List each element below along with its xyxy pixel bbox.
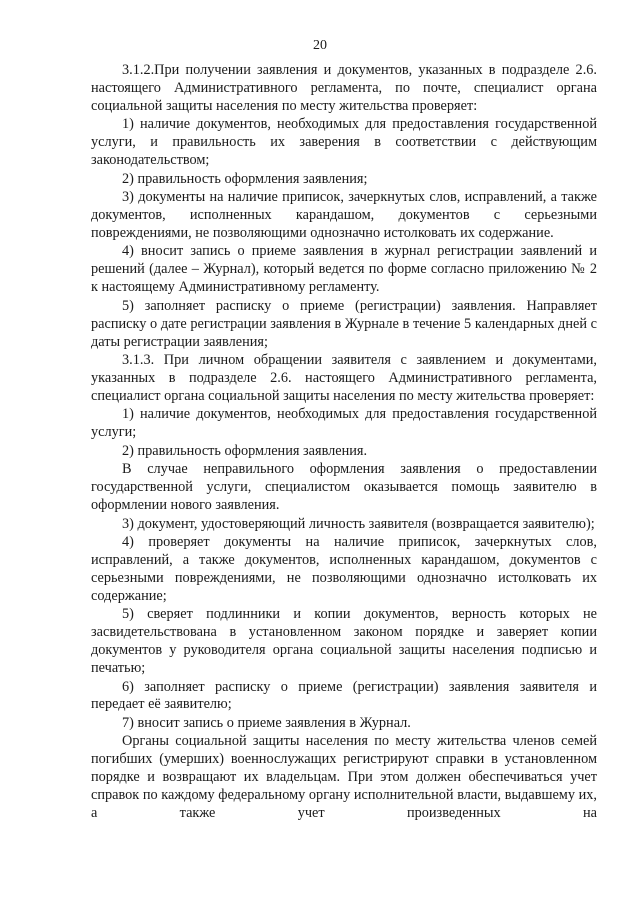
paragraph-incorrect-form: В случае неправильного оформления заявления о предоставлении государственной услуги, специалистом оказывается помощь заявителю в оформлении нового заявления. bbox=[91, 461, 597, 514]
paragraph-personal-item-5: 5) сверяет подлинники и копии документов, верность которых не засвидетельствована в установленном законом порядке и заверяет копии документов у руководителя органа социальной защиты населения подписью и печатью; bbox=[91, 606, 597, 677]
paragraph-item-3-check: 3) документы на наличие приписок, зачеркнутых слов, исправлений, а также документов, исполненных карандашом, документов с серьезными повреждениями, не позволяющими однозначно истолковать их содержание. bbox=[91, 189, 597, 241]
paragraph-personal-item-6: 6) заполняет расписку о приеме (регистрации) заявления заявителя и передает её заявителю; bbox=[91, 678, 597, 713]
paragraph-personal-item-4: 4) проверяет документы на наличие приписок, зачеркнутых слов, исправлений, а также документов, исполненных карандашом, документов с серьезными повреждениями, не позволяющими однозначно истолковать их содержание; bbox=[91, 534, 597, 604]
page-number: 20 bbox=[313, 38, 327, 53]
paragraph-3-1-3: 3.1.3. При личном обращении заявителя с заявлением и документами, указанных в подразделе 2.6. настоящего Административного регламента, специалист органа социальной защиты населения по месту жительства проверяет: bbox=[91, 352, 597, 404]
paragraph-social-protection-bodies: Органы социальной защиты населения по месту жительства членов семей погибших (умерших) военнослужащих регистрируют справки в установленном порядке и возвращают их владельцам. При этом должен обеспечиваться учет справок по каждому федеральному органу исполнительной власти, выдавшему их, а также учет произведенных на bbox=[91, 733, 597, 822]
paragraph-item-1-documents: 1) наличие документов, необходимых для предоставления государственной услуги, и правильность их заверения в соответствии с действующим законодательством; bbox=[91, 116, 597, 169]
document-body bbox=[91, 62, 597, 824]
paragraph-personal-item-2: 2) правильность оформления заявления. bbox=[122, 442, 368, 459]
paragraph-personal-item-1: 1) наличие документов, необходимых для предоставления государственной услуги; bbox=[91, 406, 597, 441]
paragraph-personal-item-3: 3) документ, удостоверяющий личность заявителя (возвращается заявителю); bbox=[122, 515, 595, 532]
paragraph-item-2-form: 2) правильность оформления заявления; bbox=[122, 170, 368, 187]
paragraph-3-1-2: 3.1.2.При получении заявления и документов, указанных в подразделе 2.6. настоящего Административного регламента, по почте, специалист органа социальной защиты населения по месту жительства проверяет: bbox=[91, 62, 597, 114]
paragraph-personal-item-7: 7) вносит запись о приеме заявления в Журнал. bbox=[122, 714, 411, 731]
paragraph-item-5-receipt: 5) заполняет расписку о приеме (регистрации) заявления. Направляет расписку о дате регистрации заявления в Журнале в течение 5 календарных дней с даты регистрации заявления; bbox=[91, 297, 597, 350]
paragraph-item-4-journal: 4) вносит запись о приеме заявления в журнал регистрации заявлений и решений (далее – Журнал), который ведется по форме согласно приложению № 2 к настоящему Административному регламенту. bbox=[91, 243, 597, 296]
